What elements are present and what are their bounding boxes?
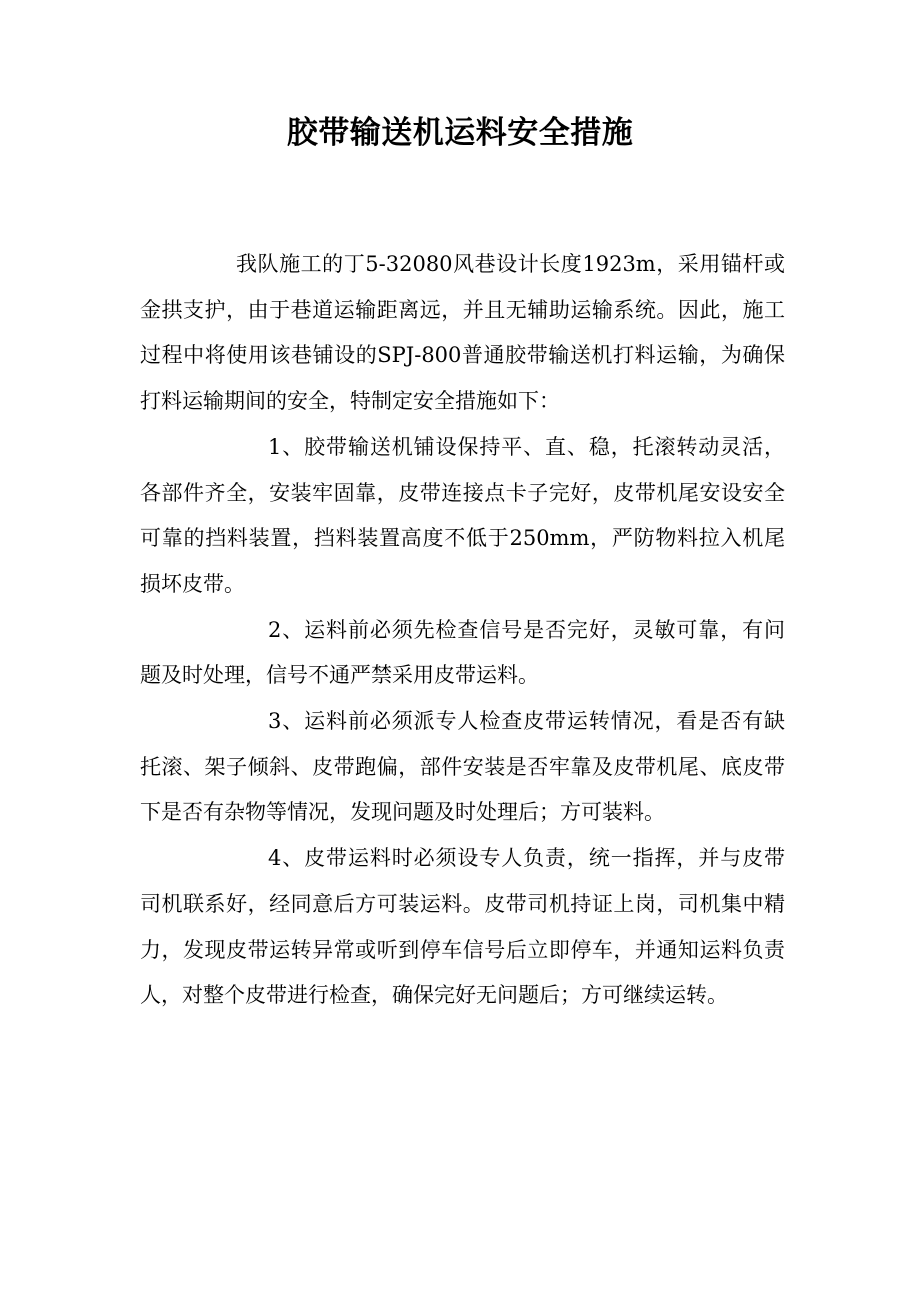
measure-item-2: 2、运料前必须先检查信号是否完好，灵敏可靠，有问题及时处理，信号不通严禁采用皮带运料。 <box>140 617 785 688</box>
measure-item-4: 4、皮带运料时必须设专人负责，统一指挥，并与皮带司机联系好，经同意后方可装运料。皮带司机持证上岗，司机集中精力，发现皮带运转异常或听到停车信号后立即停车，并通知运料负责人，对整个皮带进行检查，确保完好无问题后；方可继续运转。 <box>140 846 785 1008</box>
document-body <box>140 242 785 1019</box>
intro-paragraph: 我队施工的丁5-32080风巷设计长度1923m，采用锚杆或金拱支护，由于巷道运输距离远，并且无辅助运输系统。因此，施工过程中将使用该巷铺设的SPJ-800普通胶带输送机打料运输，为确保打料运输期间的安全，特制定安全措施如下： <box>140 252 785 414</box>
measure-item-1: 1、胶带输送机铺设保持平、直、稳，托滚转动灵活，各部件齐全，安装牢固靠，皮带连接点卡子完好，皮带机尾安设安全可靠的挡料装置，挡料装置高度不低于250mm，严防物料拉入机尾损坏皮带。 <box>140 434 785 596</box>
measure-item-3: 3、运料前必须派专人检查皮带运转情况，看是否有缺托滚、架子倾斜、皮带跑偏，部件安装是否牢靠及皮带机尾、底皮带下是否有杂物等情况，发现问题及时处理后；方可装料。 <box>140 709 785 825</box>
document-title: 胶带输送机运料安全措施 <box>286 115 634 151</box>
